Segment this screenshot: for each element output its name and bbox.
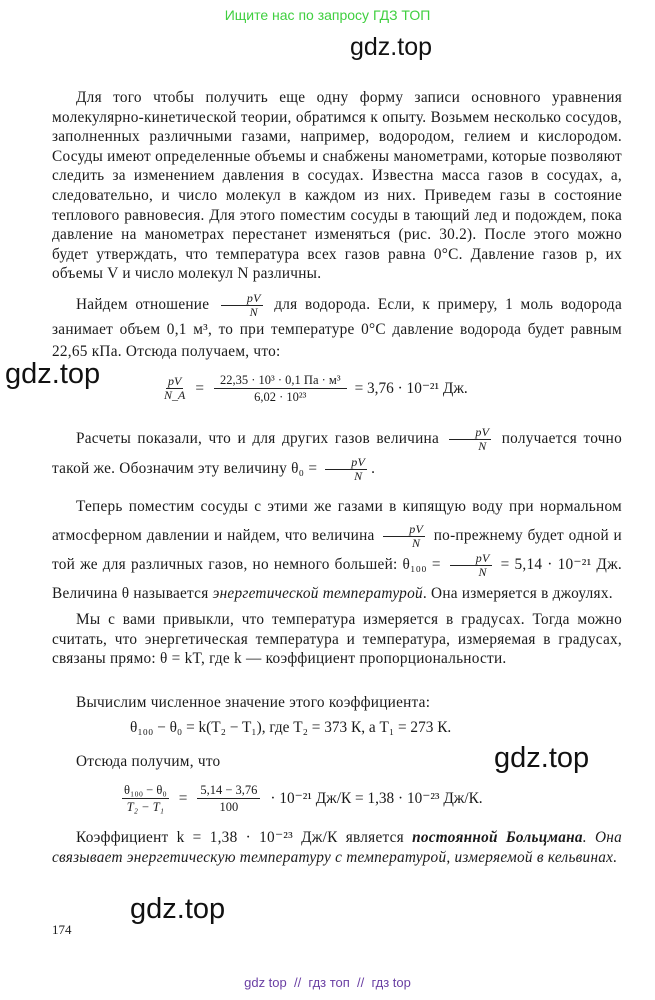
fraction-pv-n — [450, 552, 492, 579]
text: = 5,14 · 10⁻²¹ Дж. Величина θ называется — [52, 556, 623, 602]
text: . Она измеряется в джоулях. — [422, 585, 613, 602]
equation-boltzmann — [118, 782, 483, 815]
denominator: 100 — [219, 800, 239, 814]
denominator: N — [478, 564, 487, 579]
denominator: N — [354, 468, 363, 483]
numerator: 5,14 − 3,76 — [197, 782, 260, 799]
page-number: 174 — [52, 922, 72, 937]
paragraph-hence: Отсюда получим, что — [76, 753, 221, 770]
denominator: N — [412, 535, 421, 550]
footer-links[interactable]: gdz top // гдз топ // гдз top — [244, 975, 411, 990]
paragraph-other-gases — [52, 424, 622, 484]
text: Теперь поместим сосуды с этими же газами в кипящую воду при нормальном атмосферном давлении и найдем, что величина — [52, 498, 622, 544]
equals: = — [178, 789, 188, 807]
fraction-left — [164, 375, 185, 402]
text: . Она связывает энергетическую температуру с температурой, измеряемой в кельвинах. — [52, 829, 623, 866]
numerator: θ₁₀₀ − θ₀ — [124, 783, 167, 797]
watermark: gdz.top — [494, 742, 590, 774]
watermark: gdz.top — [5, 358, 101, 390]
numerator: pV — [450, 552, 492, 566]
term-energy-temperature: энергетической температурой — [212, 585, 423, 602]
paragraph-degrees: Мы с вами привыкли, что температура измеряется в градусах. Тогда можно считать, что энергетическая температура и температура, измеряемая в градусах, связаны прямо: θ = kT, где k — коэффициент пропорциональности. — [52, 611, 622, 668]
fraction-pv-n — [221, 292, 263, 319]
text: Коэффициент k = 1,38 · 10⁻²³ Дж/К является — [76, 829, 404, 846]
paragraph-boltzmann — [52, 828, 622, 867]
numerator: pV — [449, 426, 491, 440]
paragraph-ratio — [52, 292, 622, 363]
text: Расчеты показали, что и для других газов величина — [76, 430, 439, 447]
denominator: 6,02 · 10²³ — [254, 390, 307, 404]
numerator: pV — [325, 456, 367, 470]
term-boltzmann-constant: постоянной Больцмана — [412, 829, 583, 846]
fraction-pv-n — [383, 523, 425, 550]
result: = 3,76 · 10⁻²¹ Дж. — [354, 380, 468, 397]
paragraph-intro: Для того чтобы получить еще одну форму записи основного уравнения молекулярно-кинетической теории, обратимся к опыту. Возьмем несколько сосудов, заполненных различными газами, например, водородом, гелием и кислородом. Сосуды имеют определенные объемы и снабжены манометрами, которые позволяют следить за изменением давления в сосудах. Известна масса газов в сосудах, а, следовательно, и число молекул в каждом из них. Приведем газы в состояние теплового равновесия. Для этого поместим сосуды в тающий лед и подождем, пока давление на манометрах перестанет изменяться (рис. 30.2). После этого можно будет утверждать, что температура всех газов равна 0°С. Давление газов p, их объемы V и число молекул N различны. — [52, 89, 622, 283]
numerator: pV — [221, 292, 263, 306]
text: Найдем отношение — [76, 296, 210, 314]
fraction-right — [214, 372, 347, 405]
denominator: T₂ − T₁ — [126, 800, 164, 814]
fraction-right — [197, 782, 260, 815]
denominator: N — [478, 438, 487, 453]
numerator: pV — [383, 523, 425, 537]
paragraph-boiling — [52, 492, 622, 608]
text: получается точно такой же. Обозначим эту величину θ₀ = — [52, 430, 622, 477]
fraction-pv-n — [449, 426, 491, 453]
denominator: N_A — [164, 388, 186, 402]
denominator: N — [249, 305, 258, 319]
equals: = — [195, 379, 204, 397]
search-banner: Ищите нас по запросу ГДЗ ТОП — [224, 7, 431, 23]
equation-k: θ₁₀₀ − θ₀ = k(T₂ − T₁), где T₂ = 373 К, а T₁ = 273 К. — [130, 719, 452, 736]
numerator: 22,35 · 10³ · 0,1 Па · м³ — [214, 372, 347, 389]
watermark: gdz.top — [350, 33, 433, 61]
equation-pv-na — [160, 372, 468, 405]
watermark: gdz.top — [130, 893, 226, 925]
result: · 10⁻²¹ Дж/К = 1,38 · 10⁻²³ Дж/К. — [270, 790, 483, 807]
fraction-pv-n — [325, 456, 367, 483]
text: . — [371, 460, 376, 477]
paragraph-compute: Вычислим численное значение этого коэффициента: — [76, 694, 431, 711]
text: для водорода. Если, к примеру, 1 моль водорода занимает объем 0,1 м³, то при температуре 0°С давление водорода будет равным 22,65 кПа. Отсюда получаем, что: — [52, 296, 623, 360]
fraction-left — [122, 782, 169, 815]
text: по-прежнему будет одной и той же для различных газов, но немного большей: θ₁₀₀ = — [52, 527, 622, 573]
numerator: pV — [168, 374, 182, 388]
